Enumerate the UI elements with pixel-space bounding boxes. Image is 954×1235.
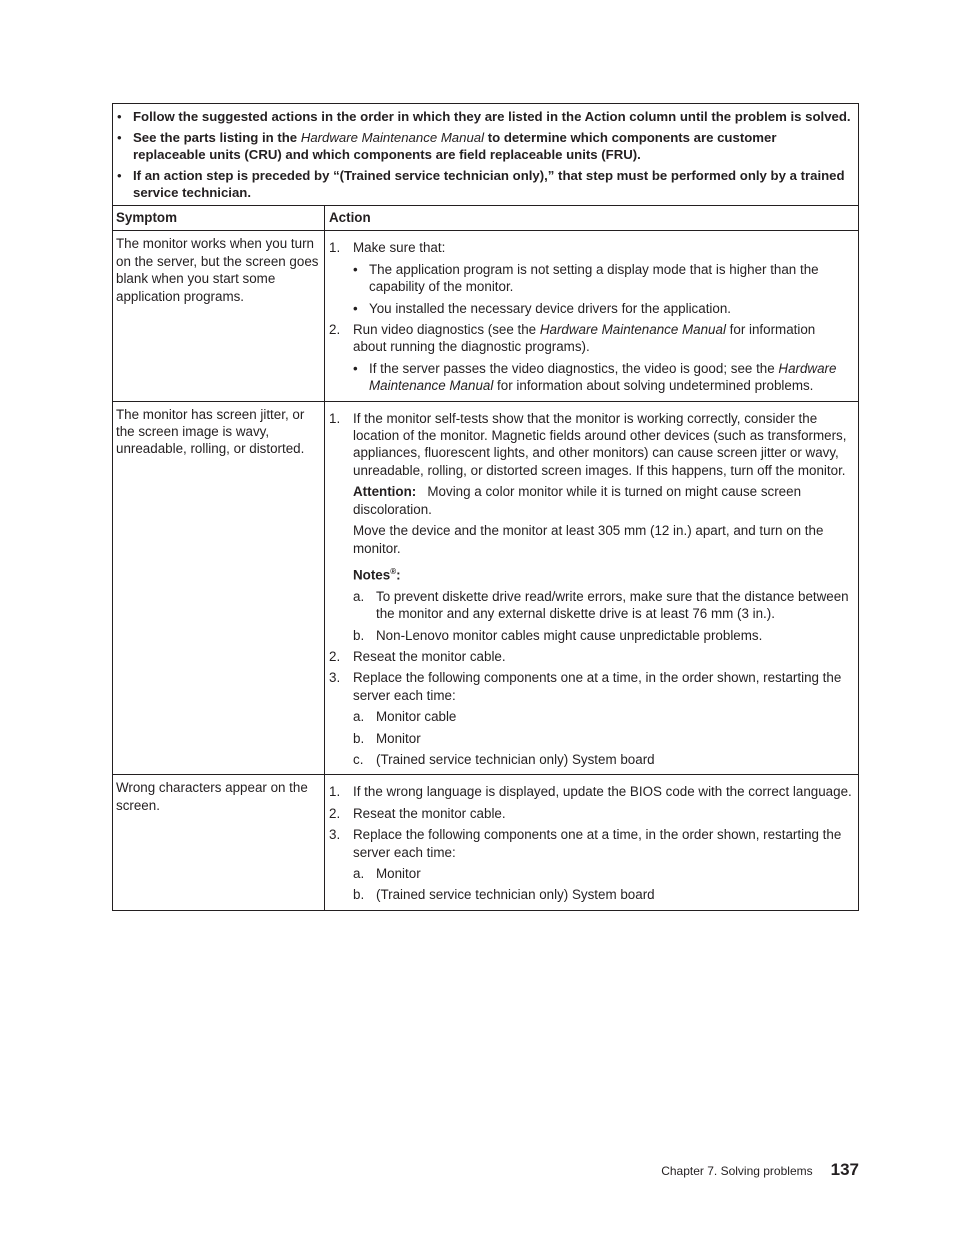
step-text [353, 321, 852, 356]
step-text: Replace the following components one at a time, in the order shown, restarting the server each time: [353, 827, 842, 860]
note-item [353, 588, 852, 623]
component-letter: a. [353, 709, 365, 725]
notice-item [117, 167, 852, 201]
step-text: If the wrong language is displayed, update the BIOS code with the correct language. [353, 784, 852, 800]
manual-title: Hardware Maintenance Manual [369, 360, 837, 394]
component-item [353, 865, 852, 882]
component-text: (Trained service technician only) System board [376, 887, 655, 903]
component-item [353, 730, 852, 747]
component-text: (Trained service technician only) System board [376, 752, 655, 768]
action-column-header: Action [329, 210, 371, 225]
symptom-cell: The monitor has screen jitter, or the screen image is wavy, unreadable, rolling, or distorted. [113, 402, 325, 775]
symptom-column-header: Symptom [113, 206, 325, 230]
attention-label: Attention: [353, 484, 417, 500]
action-step [329, 669, 852, 768]
step-text: Replace the following components one at a time, in the order shown, restarting the server each time: [353, 670, 842, 703]
notes-colon: : [396, 567, 401, 583]
notice-text-part: See the parts listing in the [133, 130, 301, 145]
action-cell [325, 402, 858, 775]
step-number: 1. [329, 784, 341, 800]
component-letter: c. [353, 752, 364, 768]
chapter-title: Chapter 7. Solving problems [661, 1164, 813, 1178]
bullet: • [117, 130, 122, 145]
step-text: Make sure that: [353, 240, 446, 256]
component-text: Monitor [376, 730, 421, 746]
symptom-cell: The monitor works when you turn on the server, but the screen goes blank when you start some application programs. [113, 231, 325, 400]
manual-title: Hardware Maintenance Manual [539, 322, 726, 338]
note-letter: a. [353, 588, 365, 604]
step-bullet [353, 300, 852, 317]
step-text: If the monitor self-tests show that the monitor is working correctly, consider the location of the monitor. Magnetic fields around other devices (such as transformers, appliances, fluorescent lights, and other monitors) can cause screen jitter or wavy, unreadable, rolling, or distorted screen images. If this happens, turn off the monitor. [353, 410, 847, 478]
action-step [329, 783, 852, 800]
attention-text: Moving a color monitor while it is turned on might cause screen discoloration. [353, 484, 802, 517]
action-step [329, 410, 852, 644]
page-footer [661, 1160, 859, 1180]
action-step [329, 321, 852, 395]
component-item [353, 708, 852, 725]
bullet: • [353, 360, 358, 376]
bullet-text-part: If the server passes the video diagnostics, the video is good; see the [369, 360, 779, 376]
step-paragraph: Move the device and the monitor at least 305 mm (12 in.) apart, and turn on the monitor. [353, 523, 824, 556]
action-cell [325, 775, 858, 909]
component-letter: b. [353, 730, 365, 746]
page-number: 137 [830, 1160, 859, 1179]
bullet: • [117, 109, 122, 124]
component-letter: a. [353, 866, 365, 882]
step-number: 2. [329, 805, 341, 821]
action-step [329, 826, 852, 904]
step-text: Reseat the monitor cable. [353, 649, 506, 664]
table-header-row [113, 206, 858, 231]
attention-note [353, 483, 852, 518]
step-number: 2. [329, 322, 341, 338]
bullet-text: You installed the necessary device drivers for the application. [369, 300, 732, 316]
component-item [353, 886, 852, 903]
notice-text [133, 129, 852, 163]
bullet-text [369, 360, 852, 395]
bullet: • [353, 261, 358, 277]
step-text-part: Run video diagnostics (see the [353, 322, 540, 338]
table-row [113, 402, 858, 776]
step-text: Reseat the monitor cable. [353, 805, 506, 821]
action-step [329, 648, 852, 665]
notice-text: Follow the suggested actions in the order in which they are listed in the Action column until the problem is solved. [133, 109, 851, 124]
note-text: To prevent diskette drive read/write errors, make sure that the distance between the monitor and any external diskette drive is at least 76 mm (3 in.). [376, 588, 849, 622]
action-step [329, 805, 852, 822]
note-text: Non-Lenovo monitor cables might cause unpredictable problems. [376, 627, 763, 643]
note-item [353, 627, 852, 644]
component-text: Monitor cable [376, 709, 457, 725]
table-row [113, 231, 858, 401]
component-text: Monitor [376, 866, 421, 882]
bullet-text: The application program is not setting a display mode that is higher than the capability of the monitor. [369, 261, 819, 295]
step-number: 2. [329, 649, 341, 664]
notice-item [117, 108, 852, 125]
bullet-text-part: for information about solving undetermined problems. [493, 378, 814, 394]
instructions-notice [113, 104, 858, 206]
symptom-cell: Wrong characters appear on the screen. [113, 775, 325, 909]
bullet: • [353, 300, 358, 316]
step-bullet [353, 261, 852, 296]
notes-label [353, 563, 852, 584]
note-letter: b. [353, 627, 365, 643]
troubleshooting-table [112, 103, 859, 911]
notes-label-text: Notes [353, 567, 391, 583]
registered-mark: ® [390, 566, 397, 576]
table-row [113, 775, 858, 909]
step-number: 3. [329, 670, 341, 686]
action-cell [325, 231, 858, 400]
step-number: 3. [329, 827, 341, 843]
notice-text: If an action step is preceded by “(Trained service technician only),” that step must be performed only by a trained service technician. [133, 168, 845, 200]
manual-title: Hardware Maintenance Manual [300, 130, 485, 145]
component-letter: b. [353, 887, 365, 903]
step-number: 1. [329, 410, 341, 426]
component-item [353, 751, 852, 768]
notice-item [117, 129, 852, 163]
bullet: • [117, 168, 122, 183]
step-text-part: for information about running the diagnostic programs). [353, 322, 816, 355]
action-step [329, 239, 852, 317]
step-bullet [353, 360, 852, 395]
notice-text-part: to determine which components are customer replaceable units (CRU) and which components are field replaceable units (FRU). [133, 130, 777, 162]
step-number: 1. [329, 240, 341, 256]
